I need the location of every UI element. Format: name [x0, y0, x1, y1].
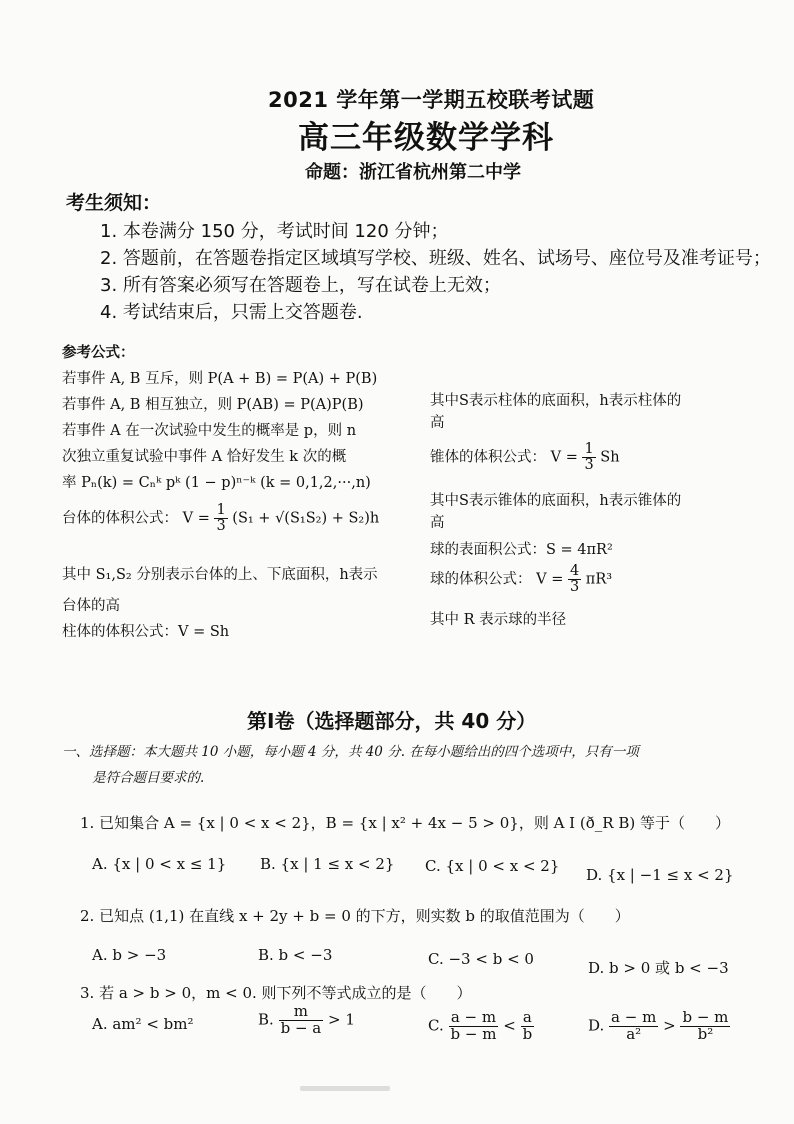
notice-item: 3. 所有答案必须写在答题卷上，写在试卷上无效；	[100, 275, 501, 296]
cone-label: 锥体的体积公式：	[430, 449, 546, 466]
reference-line: 若事件 A, B 互斥，则 P(A + B) = P(A) + P(B)	[62, 371, 378, 387]
notice-item: 1. 本卷满分 150 分，考试时间 120 分钟；	[100, 221, 449, 242]
question-stem: 3. 若 a > b > 0，m < 0. 则下列不等式成立的是（ ）	[80, 984, 472, 1002]
fraction	[279, 1004, 324, 1037]
section-title: 第Ⅰ卷（选择题部分，共 40 分）	[247, 709, 537, 733]
option-label: C.	[428, 1016, 444, 1035]
fraction-numerator: a	[521, 1010, 535, 1027]
fraction-denominator: b − m	[450, 1024, 497, 1043]
reference-line: 若事件 A, B 相互独立，则 P(AB) = P(A)P(B)	[62, 397, 364, 413]
fraction-numerator: m	[279, 1004, 324, 1021]
fraction-denominator: b²	[697, 1024, 714, 1043]
fraction-denominator: 3	[584, 457, 594, 474]
reference-line: 柱体的体积公式：V = Sh	[62, 624, 230, 640]
fraction-denominator: 3	[216, 518, 226, 535]
comparison-sign: <	[503, 1016, 516, 1035]
reference-line: 其中S表示锥体的底面积，h表示锥体的	[430, 493, 682, 509]
option-a: A. {x | 0 < x ≤ 1}	[92, 855, 227, 873]
option-c: C. −3 < b < 0	[428, 950, 534, 968]
reference-line: 其中S表示柱体的底面积，h表示柱体的	[430, 393, 682, 409]
option-b	[258, 1004, 355, 1037]
formula-prefix: V =	[182, 510, 210, 527]
option-a: A. am² < bm²	[92, 1015, 194, 1033]
fraction-denominator: b	[522, 1024, 533, 1043]
fraction-numerator: a − m	[449, 1010, 499, 1027]
reference-line: 高	[430, 515, 445, 531]
reference-line: 其中 R 表示球的半径	[430, 612, 567, 628]
exam-title: 2021 学年第一学期五校联考试题	[268, 88, 595, 112]
fraction	[214, 503, 227, 534]
question-stem: 2. 已知点 (1,1) 在直线 x + 2y + b = 0 的下方，则实数 b 的取值范围为（ ）	[80, 907, 630, 925]
formula-body: Sh	[600, 449, 620, 466]
fraction-numerator: b − m	[682, 1008, 729, 1026]
question-stem: 1. 已知集合 A = {x | 0 < x < 2}，B = {x | x² + 4x − 5 > 0}，则 A I (ð_R B) 等于（ ）	[80, 814, 730, 832]
fraction-numerator: 4	[569, 563, 580, 579]
option-label: B.	[258, 1010, 274, 1029]
option-label: D.	[588, 1016, 605, 1035]
fraction	[568, 564, 581, 595]
reference-line: 其中 S₁,S₂ 分别表示台体的上、下底面积，h表示	[62, 567, 378, 583]
notice-item: 4. 考试结束后，只需上交答题卷.	[100, 302, 363, 323]
option-b: B. {x | 1 ≤ x < 2}	[260, 855, 395, 873]
reference-line: 高	[430, 415, 445, 431]
fraction	[609, 1010, 658, 1043]
fraction	[582, 442, 595, 473]
formula-body: (S₁ + √(S₁S₂) + S₂)h	[232, 510, 380, 527]
section-instruction: 一、选择题：本大题共 10 小题，每小题 4 分，共 40 分. 在每小题给出的四个选项中，只有一项	[62, 744, 639, 760]
option-d: D. b > 0 或 b < −3	[588, 959, 729, 977]
formula-prefix: V =	[550, 449, 578, 466]
option-a: A. b > −3	[92, 946, 167, 964]
reference-heading: 参考公式：	[62, 344, 135, 361]
sphere-label: 球的体积公式：	[430, 571, 532, 588]
option-tail: > 1	[328, 1010, 355, 1029]
reference-line: 率 Pₙ(k) = Cₙᵏ pᵏ (1 − p)ⁿ⁻ᵏ (k = 0,1,2,···,n)	[62, 475, 371, 491]
notice-item: 2. 答题前，在答题卷指定区域填写学校、班级、姓名、试场号、座位号及准考证号；	[100, 248, 771, 269]
option-c	[428, 1010, 534, 1043]
section-instruction: 是符合题目要求的.	[92, 770, 205, 786]
fraction-numerator: a − m	[611, 1008, 657, 1026]
fraction	[521, 1010, 535, 1043]
fraction-denominator: b − a	[280, 1018, 322, 1037]
fraction-denominator: a²	[626, 1024, 642, 1043]
option-d: D. {x | −1 ≤ x < 2}	[586, 866, 734, 884]
subject-title: 高三年级数学学科	[298, 120, 554, 156]
option-b: B. b < −3	[258, 946, 333, 964]
formula-prefix: V =	[536, 571, 564, 588]
frustum-label: 台体的体积公式：	[62, 510, 178, 527]
reference-line: 台体的高	[62, 598, 120, 614]
option-d	[588, 1010, 730, 1043]
fraction-numerator: 1	[216, 502, 226, 518]
reference-line: 若事件 A 在一次试验中发生的概率是 p，则 n	[62, 423, 357, 439]
frustum-formula	[62, 503, 379, 534]
formula-body: πR³	[585, 571, 613, 588]
fraction	[449, 1010, 499, 1043]
fraction	[680, 1010, 730, 1043]
reference-line: 次独立重复试验中事件 A 恰好发生 k 次的概	[62, 449, 347, 465]
option-c: C. {x | 0 < x < 2}	[425, 857, 560, 875]
author-line: 命题：浙江省杭州第二中学	[305, 162, 521, 183]
sphere-formula	[430, 564, 612, 595]
fraction-numerator: 1	[584, 441, 594, 457]
fraction-denominator: 3	[569, 579, 580, 596]
notice-heading: 考生须知：	[66, 192, 162, 214]
cone-formula	[430, 442, 620, 473]
comparison-sign: >	[663, 1016, 676, 1035]
scan-smudge	[300, 1086, 390, 1091]
reference-line: 球的表面积公式：S = 4πR²	[430, 542, 613, 558]
